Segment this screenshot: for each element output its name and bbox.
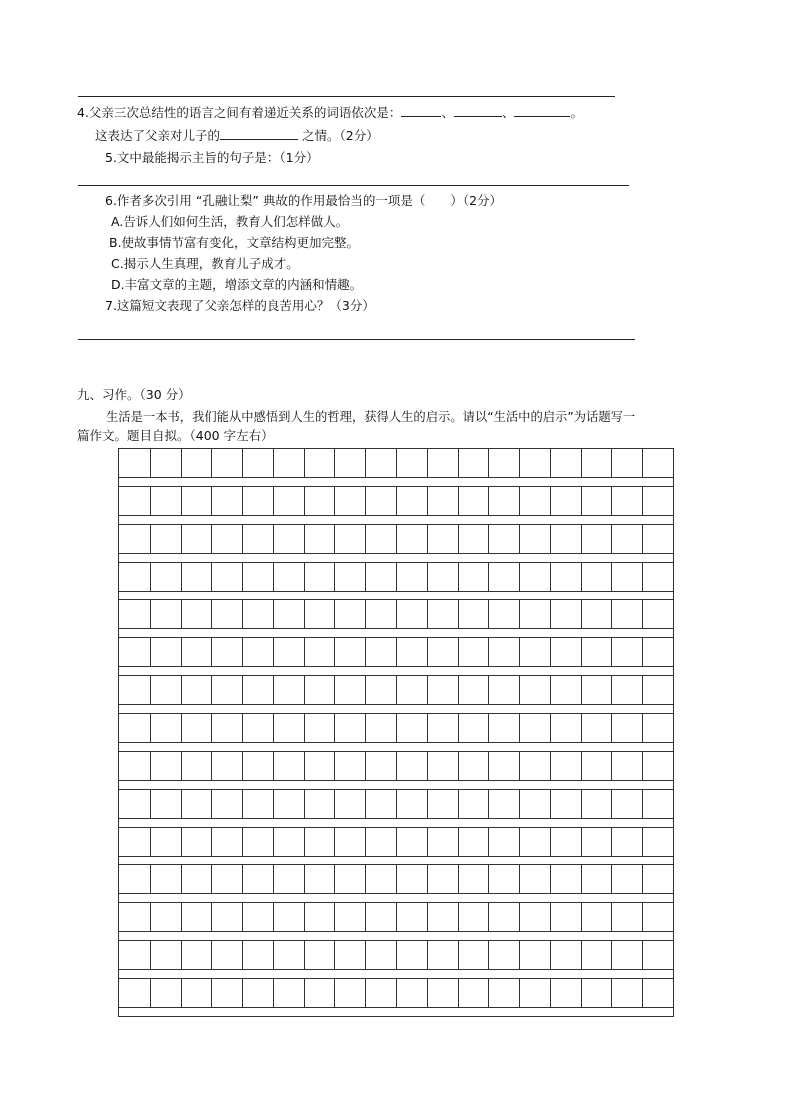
grid-cell-divider <box>334 600 335 628</box>
grid-cell-divider <box>550 941 551 969</box>
grid-cell-divider <box>396 676 397 704</box>
grid-cell-divider <box>150 714 151 742</box>
grid-cell-divider <box>611 979 612 1007</box>
grid-cell-divider <box>550 903 551 931</box>
grid-cell-divider <box>273 676 274 704</box>
grid-row <box>119 789 673 819</box>
grid-cell-divider <box>181 449 182 477</box>
grid-cell-divider <box>365 600 366 628</box>
grid-cell-divider <box>519 979 520 1007</box>
grid-cell-divider <box>581 865 582 893</box>
grid-cell-divider <box>211 563 212 591</box>
grid-cell-divider <box>458 828 459 856</box>
grid-cell-divider <box>181 941 182 969</box>
grid-cell-divider <box>488 563 489 591</box>
grid-cell-divider <box>581 638 582 666</box>
grid-cell-divider <box>150 600 151 628</box>
separator: 、 <box>501 105 515 120</box>
grid-cell-divider <box>550 525 551 553</box>
grid-cell-divider <box>550 638 551 666</box>
grid-cell-divider <box>365 903 366 931</box>
grid-cell-divider <box>519 676 520 704</box>
grid-cell-divider <box>211 865 212 893</box>
grid-cell-divider <box>304 828 305 856</box>
grid-cell-divider <box>334 449 335 477</box>
grid-cell-divider <box>273 790 274 818</box>
grid-cell-divider <box>242 487 243 515</box>
grid-row <box>119 448 673 478</box>
blank-1[interactable] <box>401 104 441 117</box>
grid-cell-divider <box>150 487 151 515</box>
grid-cell-divider <box>365 752 366 780</box>
grid-cell-divider <box>581 525 582 553</box>
grid-cell-divider <box>334 828 335 856</box>
section-heading: 九、习作。（30 分） <box>77 387 191 402</box>
grid-cell-divider <box>396 449 397 477</box>
grid-cell-divider <box>550 865 551 893</box>
grid-cell-divider <box>304 714 305 742</box>
grid-cell-divider <box>211 790 212 818</box>
option-a[interactable]: A.告诉人们如何生活，教育人们怎样做人。 <box>111 214 349 229</box>
grid-cell-divider <box>550 752 551 780</box>
grid-row <box>119 902 673 932</box>
grid-cell-divider <box>427 865 428 893</box>
grid-cell-divider <box>334 865 335 893</box>
grid-cell-divider <box>242 979 243 1007</box>
grid-cell-divider <box>211 714 212 742</box>
grid-cell-divider <box>427 449 428 477</box>
grid-cell-divider <box>611 941 612 969</box>
grid-cell-divider <box>181 638 182 666</box>
grid-cell-divider <box>181 979 182 1007</box>
grid-row <box>119 864 673 894</box>
grid-cell-divider <box>365 676 366 704</box>
grid-cell-divider <box>150 790 151 818</box>
grid-cell-divider <box>181 487 182 515</box>
grid-cell-divider <box>396 790 397 818</box>
grid-row <box>119 524 673 554</box>
grid-cell-divider <box>150 828 151 856</box>
grid-cell-divider <box>519 752 520 780</box>
grid-cell-divider <box>304 752 305 780</box>
grid-cell-divider <box>488 600 489 628</box>
grid-cell-divider <box>365 563 366 591</box>
grid-cell-divider <box>458 752 459 780</box>
grid-cell-divider <box>458 941 459 969</box>
grid-cell-divider <box>211 449 212 477</box>
grid-cell-divider <box>550 714 551 742</box>
grid-cell-divider <box>242 790 243 818</box>
grid-cell-divider <box>427 828 428 856</box>
question-4-continuation <box>95 127 379 144</box>
grid-row <box>119 562 673 592</box>
grid-cell-divider <box>488 941 489 969</box>
grid-cell-divider <box>304 600 305 628</box>
writing-prompt-line-1: 生活是一本书，我们能从中感悟到人生的哲理，获得人生的启示。请以“生活中的启示”为话题写一 <box>106 410 636 424</box>
grid-cell-divider <box>242 752 243 780</box>
grid-cell-divider <box>150 903 151 931</box>
grid-cell-divider <box>181 752 182 780</box>
grid-cell-divider <box>304 941 305 969</box>
grid-cell-divider <box>150 638 151 666</box>
grid-cell-divider <box>242 525 243 553</box>
answer-line[interactable] <box>78 339 635 340</box>
grid-cell-divider <box>304 638 305 666</box>
grid-cell-divider <box>488 449 489 477</box>
grid-cell-divider <box>273 903 274 931</box>
grid-cell-divider <box>242 828 243 856</box>
grid-row <box>119 599 673 629</box>
grid-cell-divider <box>458 865 459 893</box>
grid-cell-divider <box>458 487 459 515</box>
grid-row <box>119 675 673 705</box>
grid-cell-divider <box>581 676 582 704</box>
grid-cell-divider <box>304 903 305 931</box>
grid-cell-divider <box>273 525 274 553</box>
grid-cell-divider <box>242 903 243 931</box>
grid-cell-divider <box>242 600 243 628</box>
grid-cell-divider <box>427 752 428 780</box>
question-6: 6.作者多次引用 “孔融让梨” 典故的作用最恰当的一项是（ ）（2分） <box>105 193 503 208</box>
grid-cell-divider <box>581 752 582 780</box>
grid-cell-divider <box>365 638 366 666</box>
grid-cell-divider <box>365 487 366 515</box>
grid-cell-divider <box>519 525 520 553</box>
grid-cell-divider <box>427 979 428 1007</box>
grid-cell-divider <box>519 903 520 931</box>
grid-cell-divider <box>181 600 182 628</box>
grid-cell-divider <box>334 676 335 704</box>
grid-cell-divider <box>304 865 305 893</box>
grid-cell-divider <box>458 714 459 742</box>
grid-row <box>119 751 673 781</box>
grid-cell-divider <box>396 563 397 591</box>
grid-cell-divider <box>273 563 274 591</box>
grid-cell-divider <box>642 449 643 477</box>
grid-cell-divider <box>611 752 612 780</box>
grid-row <box>119 486 673 516</box>
grid-cell-divider <box>396 638 397 666</box>
answer-line[interactable] <box>78 96 615 97</box>
grid-cell-divider <box>611 903 612 931</box>
grid-cell-divider <box>642 979 643 1007</box>
grid-cell-divider <box>211 638 212 666</box>
grid-cell-divider <box>181 563 182 591</box>
grid-cell-divider <box>581 600 582 628</box>
grid-cell-divider <box>304 563 305 591</box>
grid-cell-divider <box>396 979 397 1007</box>
grid-cell-divider <box>642 903 643 931</box>
grid-cell-divider <box>181 676 182 704</box>
grid-cell-divider <box>488 752 489 780</box>
grid-cell-divider <box>458 903 459 931</box>
blank-4[interactable] <box>220 127 298 140</box>
grid-cell-divider <box>334 941 335 969</box>
grid-cell-divider <box>488 714 489 742</box>
grid-cell-divider <box>458 979 459 1007</box>
grid-cell-divider <box>273 638 274 666</box>
grid-cell-divider <box>642 790 643 818</box>
grid-cell-divider <box>273 714 274 742</box>
option-b[interactable]: B.使故事情节富有变化，文章结构更加完整。 <box>109 235 360 250</box>
grid-cell-divider <box>242 714 243 742</box>
grid-cell-divider <box>488 828 489 856</box>
grid-cell-divider <box>488 638 489 666</box>
blank-3[interactable] <box>514 104 570 117</box>
grid-cell-divider <box>458 676 459 704</box>
question-4-text-c: 之情。（2分） <box>298 128 379 143</box>
grid-cell-divider <box>488 790 489 818</box>
writing-grid[interactable] <box>118 448 674 1017</box>
grid-cell-divider <box>550 790 551 818</box>
grid-cell-divider <box>519 714 520 742</box>
grid-cell-divider <box>396 600 397 628</box>
grid-cell-divider <box>642 865 643 893</box>
grid-row <box>119 713 673 743</box>
grid-cell-divider <box>242 676 243 704</box>
grid-cell-divider <box>211 903 212 931</box>
grid-cell-divider <box>611 714 612 742</box>
grid-cell-divider <box>211 979 212 1007</box>
grid-cell-divider <box>581 563 582 591</box>
grid-cell-divider <box>488 676 489 704</box>
grid-cell-divider <box>396 525 397 553</box>
grid-cell-divider <box>334 903 335 931</box>
grid-cell-divider <box>211 600 212 628</box>
grid-cell-divider <box>396 714 397 742</box>
grid-cell-divider <box>150 563 151 591</box>
answer-line[interactable] <box>78 185 629 186</box>
grid-cell-divider <box>150 941 151 969</box>
grid-cell-divider <box>273 828 274 856</box>
grid-cell-divider <box>181 714 182 742</box>
grid-cell-divider <box>427 790 428 818</box>
grid-cell-divider <box>611 865 612 893</box>
separator: 、 <box>441 105 454 120</box>
grid-cell-divider <box>211 525 212 553</box>
grid-cell-divider <box>550 600 551 628</box>
grid-cell-divider <box>519 600 520 628</box>
grid-cell-divider <box>396 903 397 931</box>
grid-cell-divider <box>427 563 428 591</box>
grid-cell-divider <box>242 865 243 893</box>
grid-cell-divider <box>304 979 305 1007</box>
question-7: 7.这篇短文表现了父亲怎样的良苦用心？（3分） <box>105 298 375 313</box>
grid-cell-divider <box>304 525 305 553</box>
grid-cell-divider <box>334 487 335 515</box>
grid-cell-divider <box>396 487 397 515</box>
grid-row <box>119 637 673 667</box>
grid-cell-divider <box>211 676 212 704</box>
option-c[interactable]: C.揭示人生真理，教育儿子成才。 <box>111 256 299 271</box>
grid-cell-divider <box>304 790 305 818</box>
grid-cell-divider <box>396 865 397 893</box>
grid-cell-divider <box>211 941 212 969</box>
grid-cell-divider <box>150 449 151 477</box>
grid-cell-divider <box>642 600 643 628</box>
grid-cell-divider <box>519 638 520 666</box>
grid-cell-divider <box>550 487 551 515</box>
grid-cell-divider <box>519 487 520 515</box>
grid-cell-divider <box>365 865 366 893</box>
grid-cell-divider <box>150 676 151 704</box>
grid-cell-divider <box>242 563 243 591</box>
writing-prompt-line-2: 篇作文。题目自拟。（400 字左右） <box>77 428 274 443</box>
grid-cell-divider <box>365 449 366 477</box>
grid-cell-divider <box>458 600 459 628</box>
grid-cell-divider <box>458 638 459 666</box>
grid-cell-divider <box>181 525 182 553</box>
grid-cell-divider <box>611 676 612 704</box>
grid-cell-divider <box>458 525 459 553</box>
grid-cell-divider <box>273 941 274 969</box>
grid-cell-divider <box>550 563 551 591</box>
grid-cell-divider <box>273 600 274 628</box>
grid-row <box>119 827 673 857</box>
grid-cell-divider <box>642 487 643 515</box>
grid-row <box>119 978 673 1008</box>
grid-cell-divider <box>211 752 212 780</box>
question-5: 5.文中最能揭示主旨的句子是：（1分） <box>105 150 319 165</box>
grid-cell-divider <box>581 941 582 969</box>
grid-cell-divider <box>642 752 643 780</box>
grid-cell-divider <box>334 714 335 742</box>
grid-cell-divider <box>458 449 459 477</box>
grid-cell-divider <box>642 828 643 856</box>
grid-cell-divider <box>488 903 489 931</box>
grid-cell-divider <box>334 979 335 1007</box>
grid-cell-divider <box>427 714 428 742</box>
grid-row <box>119 940 673 970</box>
grid-cell-divider <box>581 903 582 931</box>
grid-cell-divider <box>304 676 305 704</box>
grid-cell-divider <box>396 828 397 856</box>
grid-cell-divider <box>581 449 582 477</box>
grid-cell-divider <box>334 790 335 818</box>
grid-cell-divider <box>642 676 643 704</box>
grid-cell-divider <box>519 449 520 477</box>
grid-cell-divider <box>519 865 520 893</box>
grid-cell-divider <box>242 449 243 477</box>
grid-cell-divider <box>611 600 612 628</box>
grid-cell-divider <box>611 790 612 818</box>
grid-cell-divider <box>150 525 151 553</box>
grid-cell-divider <box>581 714 582 742</box>
grid-cell-divider <box>365 828 366 856</box>
grid-cell-divider <box>550 828 551 856</box>
grid-cell-divider <box>611 487 612 515</box>
grid-cell-divider <box>334 525 335 553</box>
grid-cell-divider <box>181 903 182 931</box>
grid-cell-divider <box>273 979 274 1007</box>
grid-cell-divider <box>519 828 520 856</box>
question-4-text-b: 这表达了父亲对儿子的 <box>95 128 221 143</box>
grid-cell-divider <box>150 979 151 1007</box>
grid-cell-divider <box>396 941 397 969</box>
grid-cell-divider <box>550 449 551 477</box>
grid-cell-divider <box>211 828 212 856</box>
grid-cell-divider <box>427 941 428 969</box>
grid-cell-divider <box>550 979 551 1007</box>
grid-cell-divider <box>581 979 582 1007</box>
grid-cell-divider <box>458 563 459 591</box>
question-4-text: 4.父亲三次总结性的语言之间有着递近关系的词语依次是： <box>77 105 402 120</box>
grid-cell-divider <box>334 752 335 780</box>
grid-cell-divider <box>488 487 489 515</box>
grid-cell-divider <box>334 638 335 666</box>
grid-cell-divider <box>273 752 274 780</box>
grid-cell-divider <box>642 638 643 666</box>
grid-cell-divider <box>611 638 612 666</box>
grid-cell-divider <box>611 563 612 591</box>
grid-cell-divider <box>150 752 151 780</box>
grid-cell-divider <box>427 487 428 515</box>
grid-cell-divider <box>365 525 366 553</box>
grid-cell-divider <box>242 941 243 969</box>
grid-cell-divider <box>642 941 643 969</box>
grid-cell-divider <box>581 790 582 818</box>
grid-cell-divider <box>488 979 489 1007</box>
period: 。 <box>570 105 583 120</box>
grid-cell-divider <box>427 676 428 704</box>
grid-cell-divider <box>488 865 489 893</box>
grid-cell-divider <box>581 828 582 856</box>
grid-cell-divider <box>427 638 428 666</box>
question-4 <box>77 104 583 121</box>
grid-cell-divider <box>304 449 305 477</box>
grid-cell-divider <box>242 638 243 666</box>
grid-cell-divider <box>550 676 551 704</box>
grid-cell-divider <box>181 865 182 893</box>
grid-cell-divider <box>334 563 335 591</box>
grid-cell-divider <box>611 449 612 477</box>
grid-cell-divider <box>181 790 182 818</box>
grid-cell-divider <box>211 487 212 515</box>
grid-cell-divider <box>304 487 305 515</box>
grid-cell-divider <box>273 865 274 893</box>
grid-cell-divider <box>642 563 643 591</box>
grid-cell-divider <box>181 828 182 856</box>
grid-cell-divider <box>427 525 428 553</box>
grid-cell-divider <box>519 941 520 969</box>
grid-cell-divider <box>611 828 612 856</box>
grid-cell-divider <box>396 752 397 780</box>
grid-cell-divider <box>642 714 643 742</box>
option-d[interactable]: D.丰富文章的主题，增添文章的内涵和情趣。 <box>111 277 363 292</box>
grid-cell-divider <box>519 790 520 818</box>
grid-cell-divider <box>519 563 520 591</box>
grid-cell-divider <box>581 487 582 515</box>
grid-cell-divider <box>427 600 428 628</box>
grid-cell-divider <box>365 714 366 742</box>
grid-cell-divider <box>273 449 274 477</box>
grid-cell-divider <box>458 790 459 818</box>
grid-cell-divider <box>611 525 612 553</box>
grid-cell-divider <box>427 903 428 931</box>
grid-cell-divider <box>273 487 274 515</box>
blank-2[interactable] <box>454 104 502 117</box>
grid-cell-divider <box>488 525 489 553</box>
grid-cell-divider <box>365 979 366 1007</box>
grid-cell-divider <box>642 525 643 553</box>
grid-cell-divider <box>365 941 366 969</box>
grid-cell-divider <box>365 790 366 818</box>
grid-cell-divider <box>150 865 151 893</box>
